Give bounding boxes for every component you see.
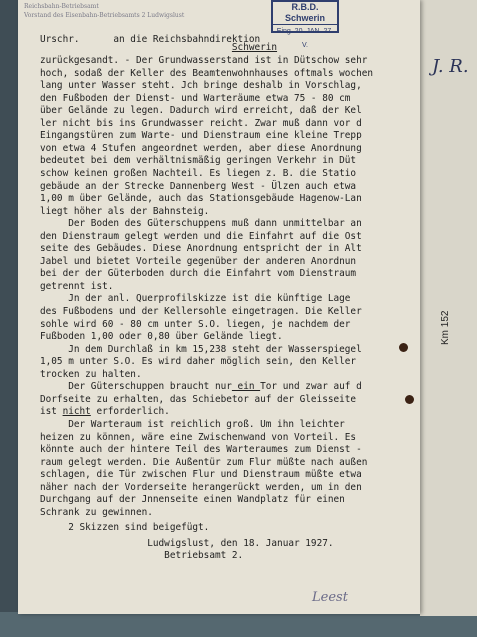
- signature: Leest: [312, 590, 348, 605]
- body-line: trocken zu halten.: [40, 368, 142, 380]
- body-line: Fußboden 1,00 oder 0,80 über Gelände liegt.: [40, 331, 283, 343]
- body-line: Der Boden des Güterschuppens muß dann unmittelbar an: [40, 218, 362, 230]
- body-line: hoch, sodaß der Keller des Beamtenwohnhauses oftmals wochen: [40, 67, 374, 79]
- body-line: Der Güterschuppen braucht nur ein Tor und zwar auf d: [40, 381, 362, 393]
- body-line: 1,00 m über Gelände, auch das Stationsgebäude Hagenow-Lan: [40, 193, 362, 205]
- body-line: zurückgesandt. - Der Grundwasserstand ist in Dütschow sehr: [40, 55, 368, 66]
- body-line: den Dienstraum gelegt werden und die Einfahrt auf die Ost: [40, 230, 362, 242]
- body-line: ist nicht erforderlich.: [40, 406, 170, 418]
- body-line: raum gelegt werden. Die Außentür zum Flur müßte nach außen: [40, 456, 368, 468]
- body-line: näher nach der Vorderseite herangerückt werden, um in den: [40, 481, 362, 493]
- body-line: lang unter Wasser steht. Jch bringe deshalb in Vorschlag,: [40, 80, 362, 92]
- letterhead-line-1: Reichsbahn-Betriebsamt: [24, 3, 99, 10]
- body-line: Der Warteraum ist reichlich groß. Um ihn leichter: [40, 418, 345, 430]
- body-line: schow keinen großen Nachteil. Es liegen z. B. die Statio: [40, 167, 357, 179]
- body-line: Dorfseite zu erhalten, das Schiebetor auf der Gleisseite: [40, 393, 357, 405]
- punch-hole-lower: [405, 395, 414, 404]
- body-line: Durchgang auf der Jnnenseite einen Wandplatz für einen: [40, 494, 345, 506]
- body-line: Schrank zu gewinnen.: [40, 506, 153, 518]
- body-line: Eingangstüren zum Warte- und Dienstraum eine kleine Trepp: [40, 130, 362, 142]
- body-line: seite des Gebäudes. Diese Anordnung entspricht der in Alt: [40, 243, 362, 255]
- body-line: ler nicht bis ins Grundwasser reicht. Zwar muß dann vor d: [40, 117, 362, 129]
- letterhead: [24, 2, 184, 20]
- body-line: bedeutet bei dem verhältnismäßig geringen Verkehr in Düt: [40, 155, 357, 167]
- body-line: sohle wird 60 - 80 cm unter S.O. liegen, je nachdem der: [40, 318, 351, 330]
- desk-edge: [0, 612, 477, 637]
- body-line: den Fußboden der Dienst- und Warteräume etwa 75 - 80 cm: [40, 92, 351, 104]
- punch-hole-upper: [399, 343, 408, 352]
- body-line: getrennt ist.: [40, 280, 114, 292]
- body-line: bei der der Güterboden durch die Einfahrt vom Dienstraum: [40, 268, 357, 280]
- letterhead-line-2: Vorstand des Eisenbahn-Betriebsamts 2 Ludwigslust: [24, 12, 185, 19]
- handwritten-margin-note: J. R.: [432, 56, 469, 77]
- body-line: Urschr. an die Reichsbahndirektion: [40, 34, 261, 45]
- body-line: [40, 42, 277, 54]
- body-line: schlagen, die Tür zwischen Flur und Dienstraum müßte etwa: [40, 469, 362, 481]
- body-line: Jn dem Durchlaß in km 15,238 steht der Wasserspiegel: [40, 343, 362, 355]
- body-line: Betriebsamt 2.: [40, 550, 244, 562]
- underlined-word: nicht: [62, 406, 91, 418]
- stamp-date: Eing. 20. JAN. 27. V.: [276, 28, 334, 49]
- body-line: Jn der anl. Querprofilskizze ist die künftige Lage: [40, 293, 351, 305]
- stamp-office: R.B.D. Schwerin: [273, 2, 337, 25]
- underlined-word: Schwerin: [231, 42, 278, 53]
- body-line: Ludwigslust, den 18. Januar 1927.: [40, 537, 334, 549]
- body-line: über Gelände zu legen. Dadurch wird erreicht, daß der Kel: [40, 105, 362, 117]
- received-stamp: [271, 0, 339, 49]
- body-line: von etwa 4 Stufen angeordnet werden, aber diese Anordnung: [40, 142, 362, 154]
- body-line: könnte auch der hintere Teil des Warteraumes zum Dienst -: [40, 444, 362, 456]
- body-line: gebäude an der Strecke Dannenberg West - Ülzen auch etwa: [40, 180, 357, 192]
- body-line: heizen zu können, wäre eine Zwischenwand von Vorteil. Es: [40, 431, 357, 443]
- body-line: 2 Skizzen sind beigefügt.: [40, 522, 210, 534]
- body-line: Jabel und bietet Vorteile gegenüber der anderen Anordnun: [40, 255, 357, 267]
- body-line: 1,05 m unter S.O. Es wird daher möglich sein, den Keller: [40, 356, 357, 368]
- adjacent-page: [420, 0, 477, 616]
- underlined-word: ein: [231, 381, 261, 393]
- document-page: [18, 0, 420, 614]
- km-label: Km 152: [440, 310, 451, 345]
- body-line: des Fußbodens und der Kellersohle eingetragen. Die Keller: [40, 306, 362, 317]
- body-line: liegt höher als der Bahnsteig.: [40, 205, 210, 217]
